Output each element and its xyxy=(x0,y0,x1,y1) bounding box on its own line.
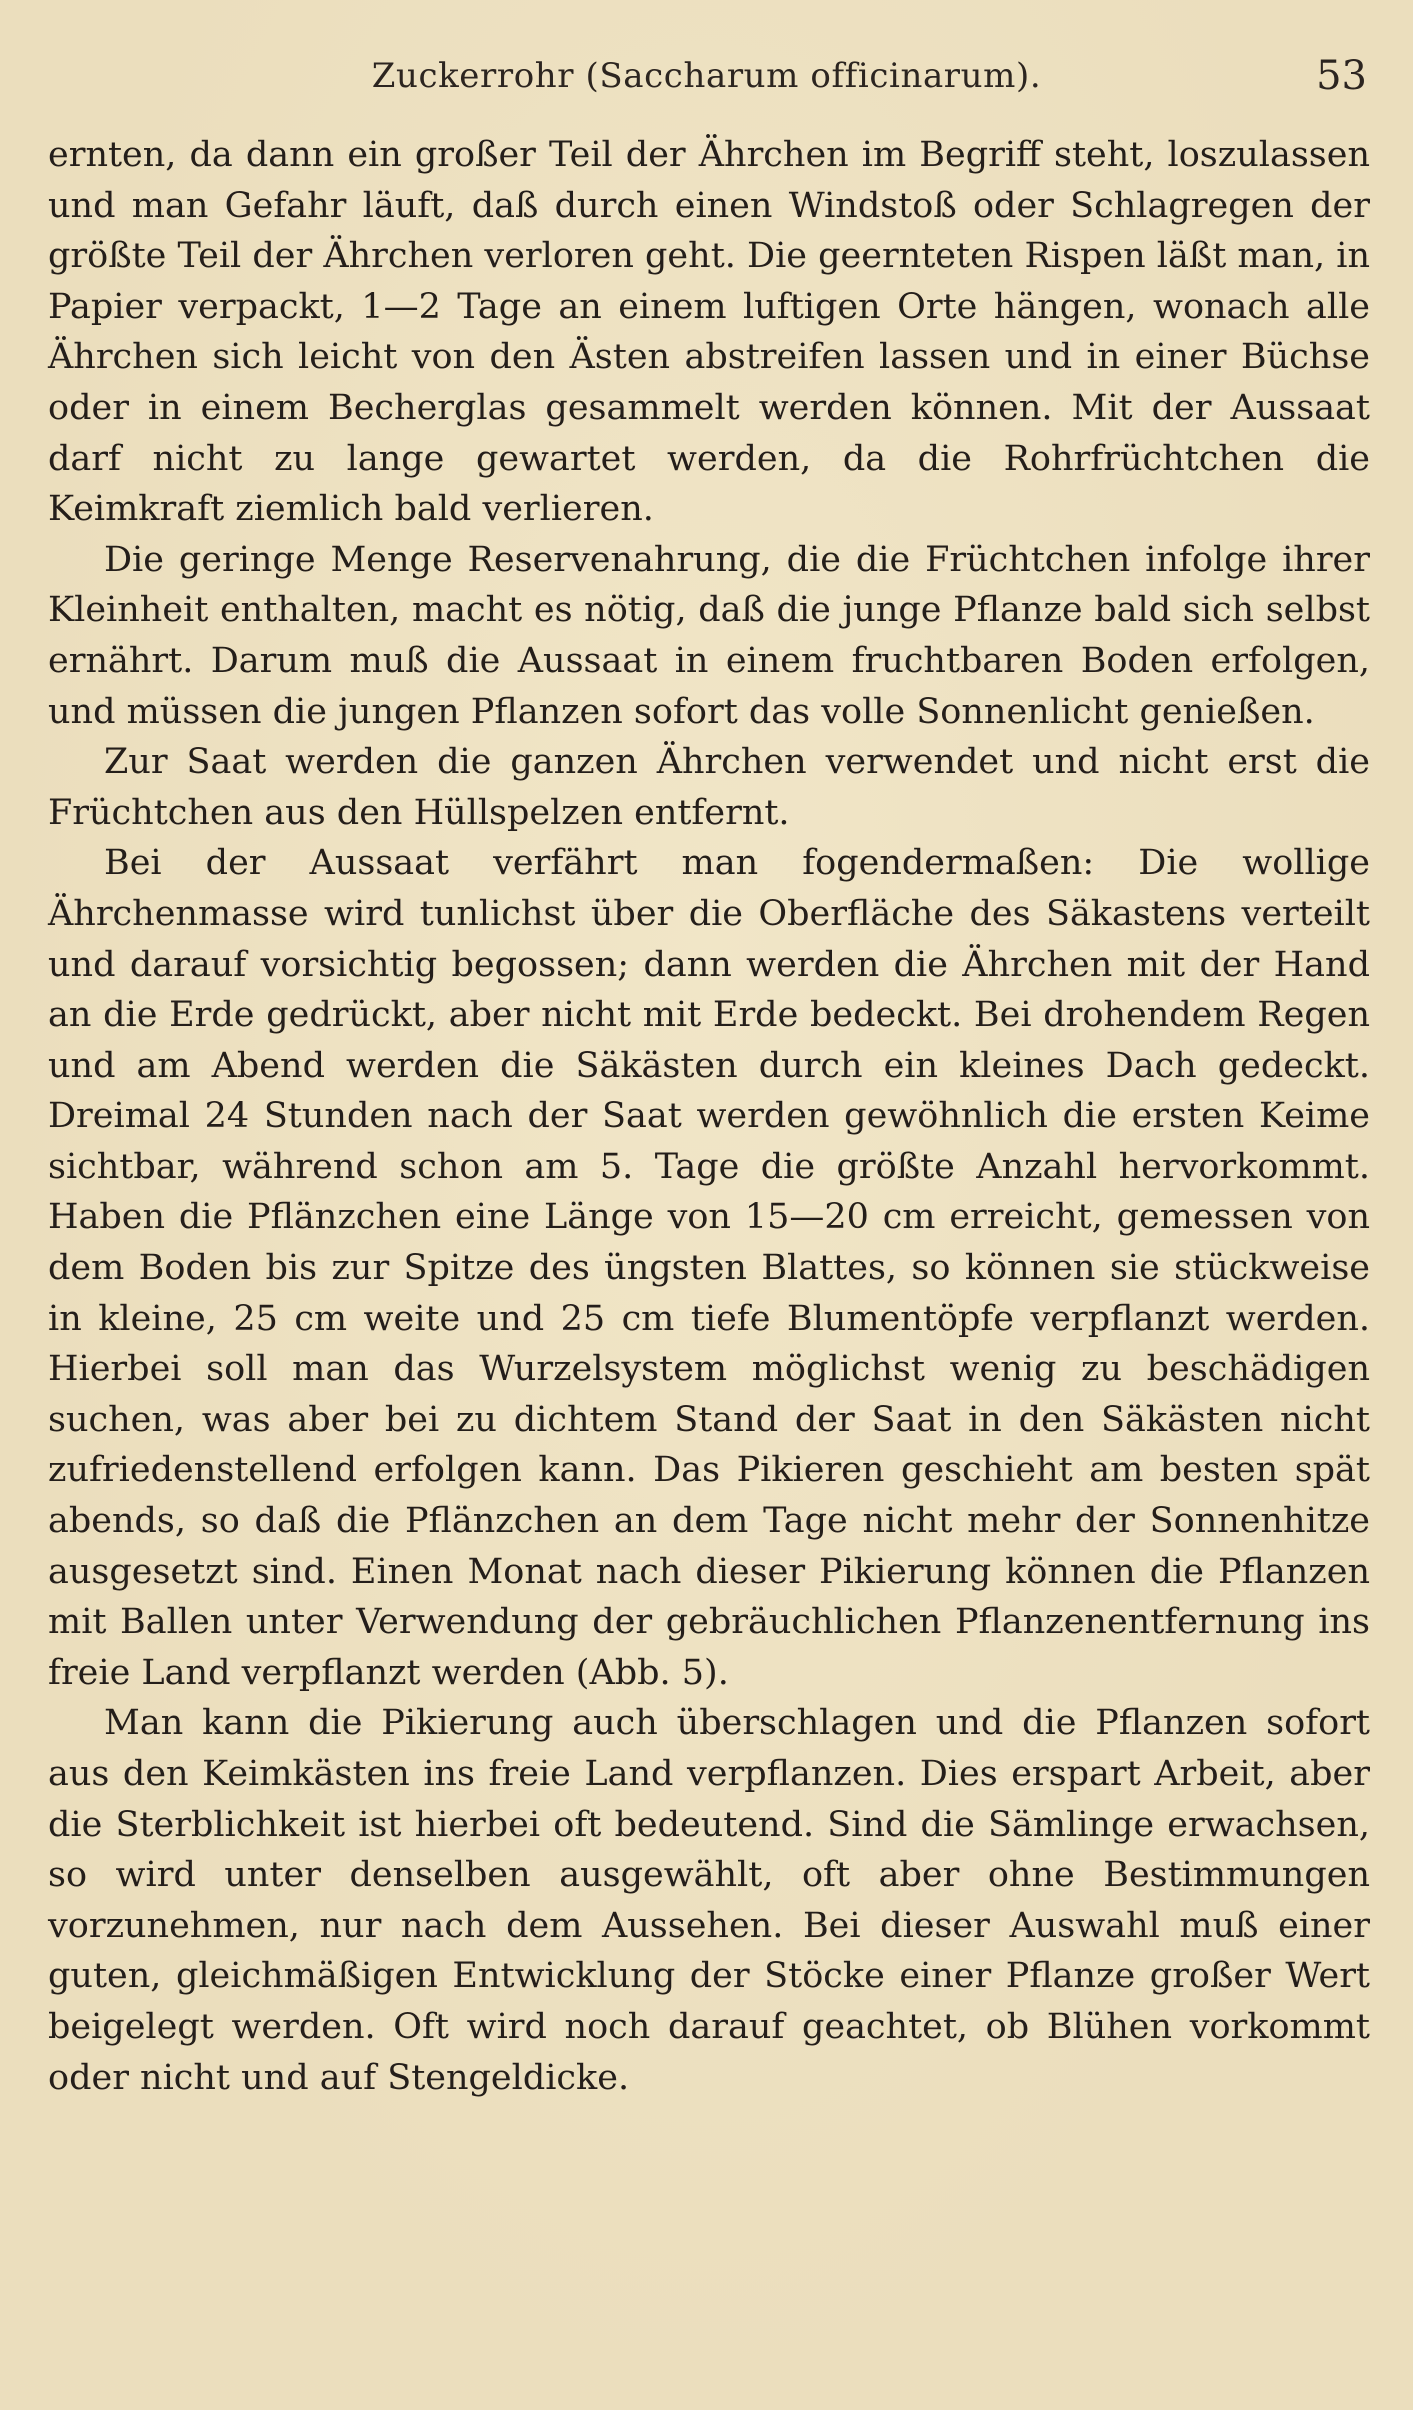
paragraph-seed-spikelets: Zur Saat werden die ganzen Ährchen verwendet und nicht erst die Früchtchen aus den Hüllspelzen entfernt. xyxy=(48,742,1370,833)
running-title: Zuckerrohr (Saccharum officinarum). xyxy=(371,56,1042,96)
paragraph-continuation: ernten, da dann ein großer Teil der Ährchen im Begriff steht, loszulassen und man Gefahr läuft, daß durch einen Windstoß oder Schlagregen der größte Teil der Ährchen verloren geht. Die geernteten Rispen läßt man, in Papier verpackt, 1—2 Tage an einem luftigen Orte hängen, wonach alle Ährchen sich leicht von den Ästen abstreifen lassen und in einer Büchse oder in einem Becherglas gesammelt werden können. Mit der Aussaat darf nicht zu lange gewartet werden, da die Rohrfrüchtchen die Keimkraft ziemlich bald verlieren. xyxy=(48,135,1370,530)
paragraph-sowing-procedure: Bei der Aussaat verfährt man fogendermaßen: Die wollige Ährchenmasse wird tunlichst über die Oberfläche des Säkastens verteilt und darauf vorsichtig begossen; dann werden die Ährchen mit der Hand an die Erde gedrückt, aber nicht mit Erde bedeckt. Bei drohendem Regen und am Abend werden die Säkästen durch ein kleines Dach gedeckt. Dreimal 24 Stunden nach der Saat werden gewöhnlich die ersten Keime sichtbar, während schon am 5. Tage die größte Anzahl hervorkommt. Haben die Pflänzchen eine Länge von 15—20 cm erreicht, gemessen von dem Boden bis zur Spitze des üngsten Blattes, so können sie stückweise in kleine, 25 cm weite und 25 cm tiefe Blumentöpfe verpflanzt werden. Hierbei soll man das Wurzelsystem möglichst wenig zu beschädigen suchen, was aber bei zu dichtem Stand der Saat in den Säkästen nicht zufriedenstellend erfolgen kann. Das Pikieren geschieht am besten spät abends, so daß die Pflänzchen an dem Tage nicht mehr der Sonnenhitze ausgesetzt sind. Einen Monat nach dieser Pikierung können die Pflanzen mit Ballen unter Verwendung der gebräuchlichen Pflanzenentfernung ins freie Land verpflanzt werden (Abb. 5). xyxy=(48,843,1370,1693)
body-text xyxy=(48,130,1370,2103)
page-number: 53 xyxy=(1316,53,1367,99)
paragraph-skip-pricking: Man kann die Pikierung auch überschlagen und die Pflanzen sofort aus den Keimkästen ins freie Land verpflanzen. Dies erspart Arbeit, aber die Sterblichkeit ist hierbei oft bedeutend. Sind die Sämlinge erwachsen, so wird unter denselben ausgewählt, oft aber ohne Bestimmungen vorzunehmen, nur nach dem Aussehen. Bei dieser Auswahl muß einer guten, gleichmäßigen Entwicklung der Stöcke einer Pflanze großer Wert beigelegt werden. Oft wird noch darauf geachtet, ob Blühen vorkommt oder nicht und auf Stengeldicke. xyxy=(48,1703,1370,2098)
paragraph-reserve-nutrition: Die geringe Menge Reservenahrung, die die Früchtchen infolge ihrer Kleinheit enthalten, macht es nötig, daß die junge Pflanze bald sich selbst ernährt. Darum muß die Aussaat in einem fruchtbaren Boden erfolgen, und müssen die jungen Pflanzen sofort das volle Sonnenlicht genießen. xyxy=(48,539,1370,732)
page-header xyxy=(0,46,1413,106)
